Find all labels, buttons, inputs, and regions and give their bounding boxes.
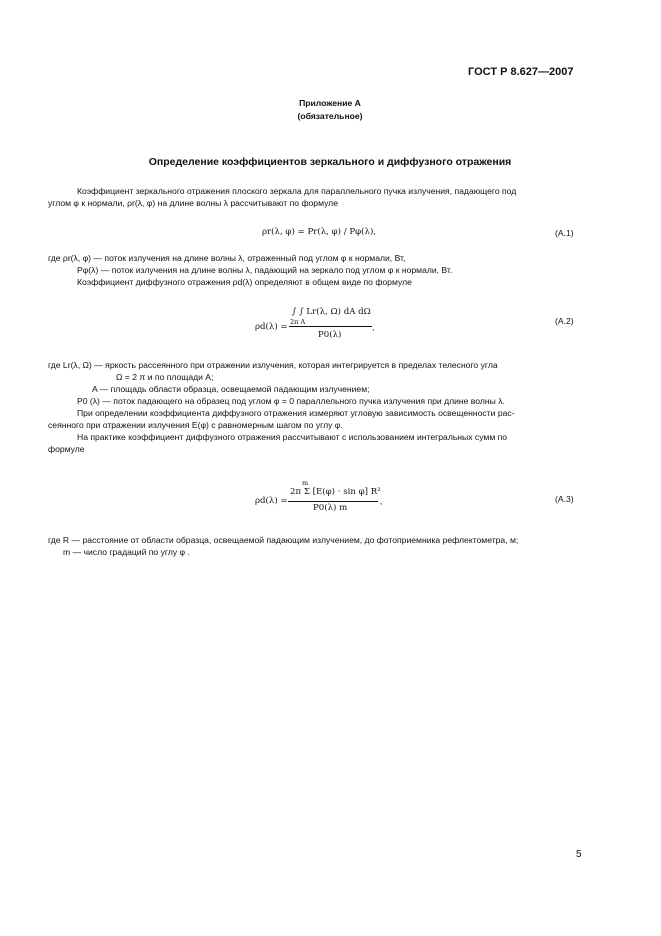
equation-a2-limits: 2π A [290,318,306,326]
where2-line3: A — площадь области образца, освещаемой падающим излучением; [92,384,370,394]
document-id: ГОСТ Р 8.627—2007 [468,66,574,78]
equation-a2-lhs: ρd(λ) = [255,322,288,332]
where3-line2: m — число градаций по углу φ . [63,547,190,557]
where1-line3: Коэффициент диффузного отражения ρd(λ) определяют в общем виде по формуле [77,277,412,287]
where3-line1: где R — расстояние от области образца, освещаемой падающим излучением, до фотоприемника рефлектометра, м; [48,535,519,545]
where1-line1: где ρr(λ, φ) — поток излучения на длине волны λ, отраженный под углом φ к нормали, Вт, [48,253,406,263]
where2-line6: сеянного при отражении излучения E(φ) с равномерным шагом по углу φ. [48,420,343,430]
equation-a3-fraction-bar [288,501,378,502]
equation-number-a2: (А.2) [555,316,574,326]
page-number: 5 [576,849,582,860]
equation-a2-denominator: P0(λ) [318,330,342,340]
equation-a3-sum-top: m [302,479,309,487]
equation-a3-lhs: ρd(λ) = [255,496,288,506]
equation-number-a3: (А.3) [555,494,574,504]
equation-a3-tail: , [380,496,383,506]
where2-line2: Ω = 2 π и по площади A; [116,372,214,382]
para1-line2: углом φ к нормали, ρr(λ, φ) на длине волны λ рассчитывают по формуле [48,198,338,208]
where2-line5: При определении коэффициента диффузного отражения измеряют угловую зависимость освещенности рас- [77,408,515,418]
equation-a2-tail: , [372,322,375,332]
where2-line7: На практике коэффициент диффузного отражения рассчитывают с использованием интегральных сумм по [77,432,508,442]
where2-line4: P0 (λ) — поток падающего на образец под углом φ = 0 параллельного пучка излучения при длине волны λ. [77,396,505,406]
equation-a2-fraction-bar [289,326,372,327]
where2-line8: формуле [48,444,85,454]
equation-a2-numerator: ∫ ∫ Lr(λ, Ω) dA dΩ [292,307,371,317]
where2-line1: где Lr(λ, Ω) — яркость рассеянного при отражении излучения, которая интегрируется в пределах телесного угла [48,360,498,370]
equation-a3-denominator: P0(λ) m [313,503,348,513]
annex-title: Приложение А [299,98,361,108]
para1-line1: Коэффициент зеркального отражения плоского зеркала для параллельного пучка излучения, падающего под [77,186,517,196]
equation-a3-numerator: 2π Σ [E(φ) · sin φ] R² [290,487,381,497]
annex-status: (обязательное) [297,111,363,121]
equation-a1: ρr(λ, φ) = Pr(λ, φ) / Pφ(λ), [262,227,377,237]
equation-number-a1: (А.1) [555,228,574,238]
where1-line2: Pφ(λ) — поток излучения на длине волны λ, падающий на зеркало под углом φ к нормали, Вт. [77,265,453,275]
section-title: Определение коэффициентов зеркального и диффузного отражения [148,156,512,168]
